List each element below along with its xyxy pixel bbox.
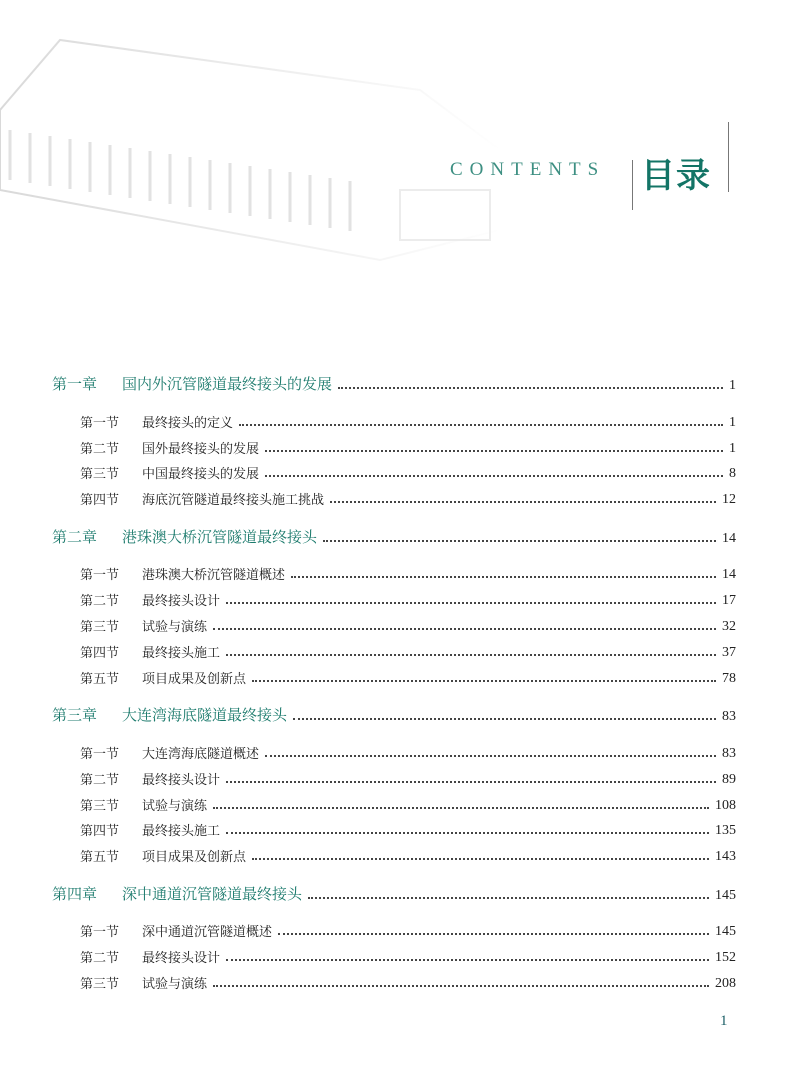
section-page: 78 bbox=[722, 670, 736, 686]
section-label: 第四节 bbox=[80, 645, 120, 661]
section-label: 第四节 bbox=[80, 493, 120, 509]
section-label: 第二节 bbox=[80, 441, 120, 457]
section-page: 135 bbox=[715, 823, 736, 839]
contents-title-en: CONTENTS bbox=[450, 159, 606, 180]
section-label: 第五节 bbox=[80, 850, 120, 866]
chapter-title: 深中通道沉管隧道最终接头 bbox=[122, 884, 303, 903]
section-title: 最终接头设计 bbox=[142, 594, 221, 610]
section-page: 83 bbox=[722, 745, 736, 761]
section-page: 108 bbox=[715, 797, 736, 813]
section-title: 项目成果及创新点 bbox=[142, 850, 247, 866]
toc-section-entry[interactable] bbox=[52, 558, 736, 584]
section-label: 第三节 bbox=[80, 620, 120, 636]
section-label: 第四节 bbox=[80, 824, 120, 840]
dot-leader bbox=[213, 985, 709, 987]
chapter-label: 第四章 bbox=[52, 884, 98, 903]
toc-section-entry[interactable] bbox=[52, 661, 736, 687]
toc-section-entry[interactable] bbox=[52, 940, 736, 966]
dot-leader bbox=[226, 602, 716, 604]
section-label: 第一节 bbox=[80, 746, 120, 762]
toc-section-entry[interactable] bbox=[52, 839, 736, 865]
table-of-contents bbox=[52, 370, 736, 992]
toc-chapter-entry[interactable] bbox=[52, 523, 736, 547]
dot-leader bbox=[265, 475, 723, 477]
dot-leader bbox=[226, 959, 709, 961]
section-page: 89 bbox=[722, 771, 736, 787]
section-title: 最终接头施工 bbox=[142, 824, 221, 840]
section-label: 第三节 bbox=[80, 467, 120, 483]
dot-leader bbox=[252, 858, 709, 860]
toc-section-entry[interactable] bbox=[52, 482, 736, 508]
dot-leader bbox=[278, 933, 709, 935]
section-page: 143 bbox=[715, 849, 736, 865]
section-label: 第一节 bbox=[80, 568, 120, 584]
section-page: 1 bbox=[729, 414, 736, 430]
dot-leader bbox=[293, 718, 716, 720]
toc-chapter-entry[interactable] bbox=[52, 701, 736, 725]
section-title: 最终接头设计 bbox=[142, 772, 221, 788]
dot-leader bbox=[323, 540, 716, 542]
divider bbox=[632, 160, 633, 210]
toc-chapter-entry[interactable] bbox=[52, 370, 736, 394]
section-page: 14 bbox=[722, 567, 736, 583]
section-title: 最终接头设计 bbox=[142, 951, 221, 967]
toc-section-entry[interactable] bbox=[52, 635, 736, 661]
section-page: 12 bbox=[722, 492, 736, 508]
chapter-title: 港珠澳大桥沉管隧道最终接头 bbox=[122, 527, 318, 546]
toc-section-entry[interactable] bbox=[52, 966, 736, 992]
section-label: 第二节 bbox=[80, 951, 120, 967]
toc-section-entry[interactable] bbox=[52, 609, 736, 635]
section-title: 国外最终接头的发展 bbox=[142, 441, 260, 457]
section-title: 海底沉管隧道最终接头施工挑战 bbox=[142, 493, 325, 509]
section-page: 8 bbox=[729, 466, 736, 482]
section-title: 大连湾海底隧道概述 bbox=[142, 746, 260, 762]
section-page: 145 bbox=[715, 924, 736, 940]
dot-leader bbox=[226, 781, 716, 783]
toc-section-entry[interactable] bbox=[52, 788, 736, 814]
chapter-label: 第一章 bbox=[52, 375, 98, 393]
chapter-page: 14 bbox=[722, 530, 736, 546]
section-label: 第一节 bbox=[80, 925, 120, 941]
toc-section-entry[interactable] bbox=[52, 814, 736, 840]
dot-leader bbox=[213, 807, 709, 809]
section-title: 试验与演练 bbox=[142, 977, 208, 993]
dot-leader bbox=[252, 680, 716, 682]
dot-leader bbox=[265, 755, 716, 757]
dot-leader bbox=[291, 576, 716, 578]
dot-leader bbox=[330, 501, 716, 503]
section-page: 208 bbox=[715, 976, 736, 992]
section-page: 17 bbox=[722, 593, 736, 609]
section-title: 项目成果及创新点 bbox=[142, 671, 247, 687]
chapter-page: 145 bbox=[715, 887, 736, 903]
section-label: 第三节 bbox=[80, 798, 120, 814]
dot-leader bbox=[226, 654, 716, 656]
toc-section-entry[interactable] bbox=[52, 431, 736, 457]
section-label: 第三节 bbox=[80, 977, 120, 993]
section-title: 港珠澳大桥沉管隧道概述 bbox=[142, 568, 286, 584]
toc-section-entry[interactable] bbox=[52, 736, 736, 762]
section-label: 第五节 bbox=[80, 671, 120, 687]
section-title: 试验与演练 bbox=[142, 798, 208, 814]
toc-section-entry[interactable] bbox=[52, 583, 736, 609]
chapter-page: 83 bbox=[722, 709, 736, 725]
section-title: 最终接头施工 bbox=[142, 645, 221, 661]
contents-title-zh: 目录 bbox=[641, 156, 711, 196]
toc-section-entry[interactable] bbox=[52, 762, 736, 788]
section-label: 第二节 bbox=[80, 594, 120, 610]
section-title: 最终接头的定义 bbox=[142, 415, 234, 431]
tunnel-illustration bbox=[0, 0, 520, 300]
toc-section-entry[interactable] bbox=[52, 405, 736, 431]
chapter-title: 国内外沉管隧道最终接头的发展 bbox=[122, 375, 333, 393]
dot-leader bbox=[338, 387, 723, 389]
dot-leader bbox=[239, 424, 723, 426]
section-page: 32 bbox=[722, 619, 736, 635]
divider bbox=[728, 122, 729, 192]
section-label: 第二节 bbox=[80, 772, 120, 788]
dot-leader bbox=[265, 450, 723, 452]
chapter-page: 1 bbox=[729, 378, 736, 393]
page-number: 1 bbox=[720, 1013, 728, 1029]
section-title: 深中通道沉管隧道概述 bbox=[142, 925, 273, 941]
toc-chapter-entry[interactable] bbox=[52, 880, 736, 904]
dot-leader bbox=[213, 628, 716, 630]
dot-leader bbox=[308, 897, 709, 899]
chapter-label: 第二章 bbox=[52, 527, 98, 546]
section-page: 37 bbox=[722, 644, 736, 660]
toc-section-entry[interactable] bbox=[52, 915, 736, 941]
section-label: 第一节 bbox=[80, 415, 120, 431]
section-title: 中国最终接头的发展 bbox=[142, 467, 260, 483]
section-title: 试验与演练 bbox=[142, 620, 208, 636]
chapter-title: 大连湾海底隧道最终接头 bbox=[122, 706, 288, 725]
section-page: 152 bbox=[715, 950, 736, 966]
dot-leader bbox=[226, 832, 709, 834]
toc-section-entry[interactable] bbox=[52, 457, 736, 483]
section-page: 1 bbox=[729, 440, 736, 456]
chapter-label: 第三章 bbox=[52, 706, 98, 725]
